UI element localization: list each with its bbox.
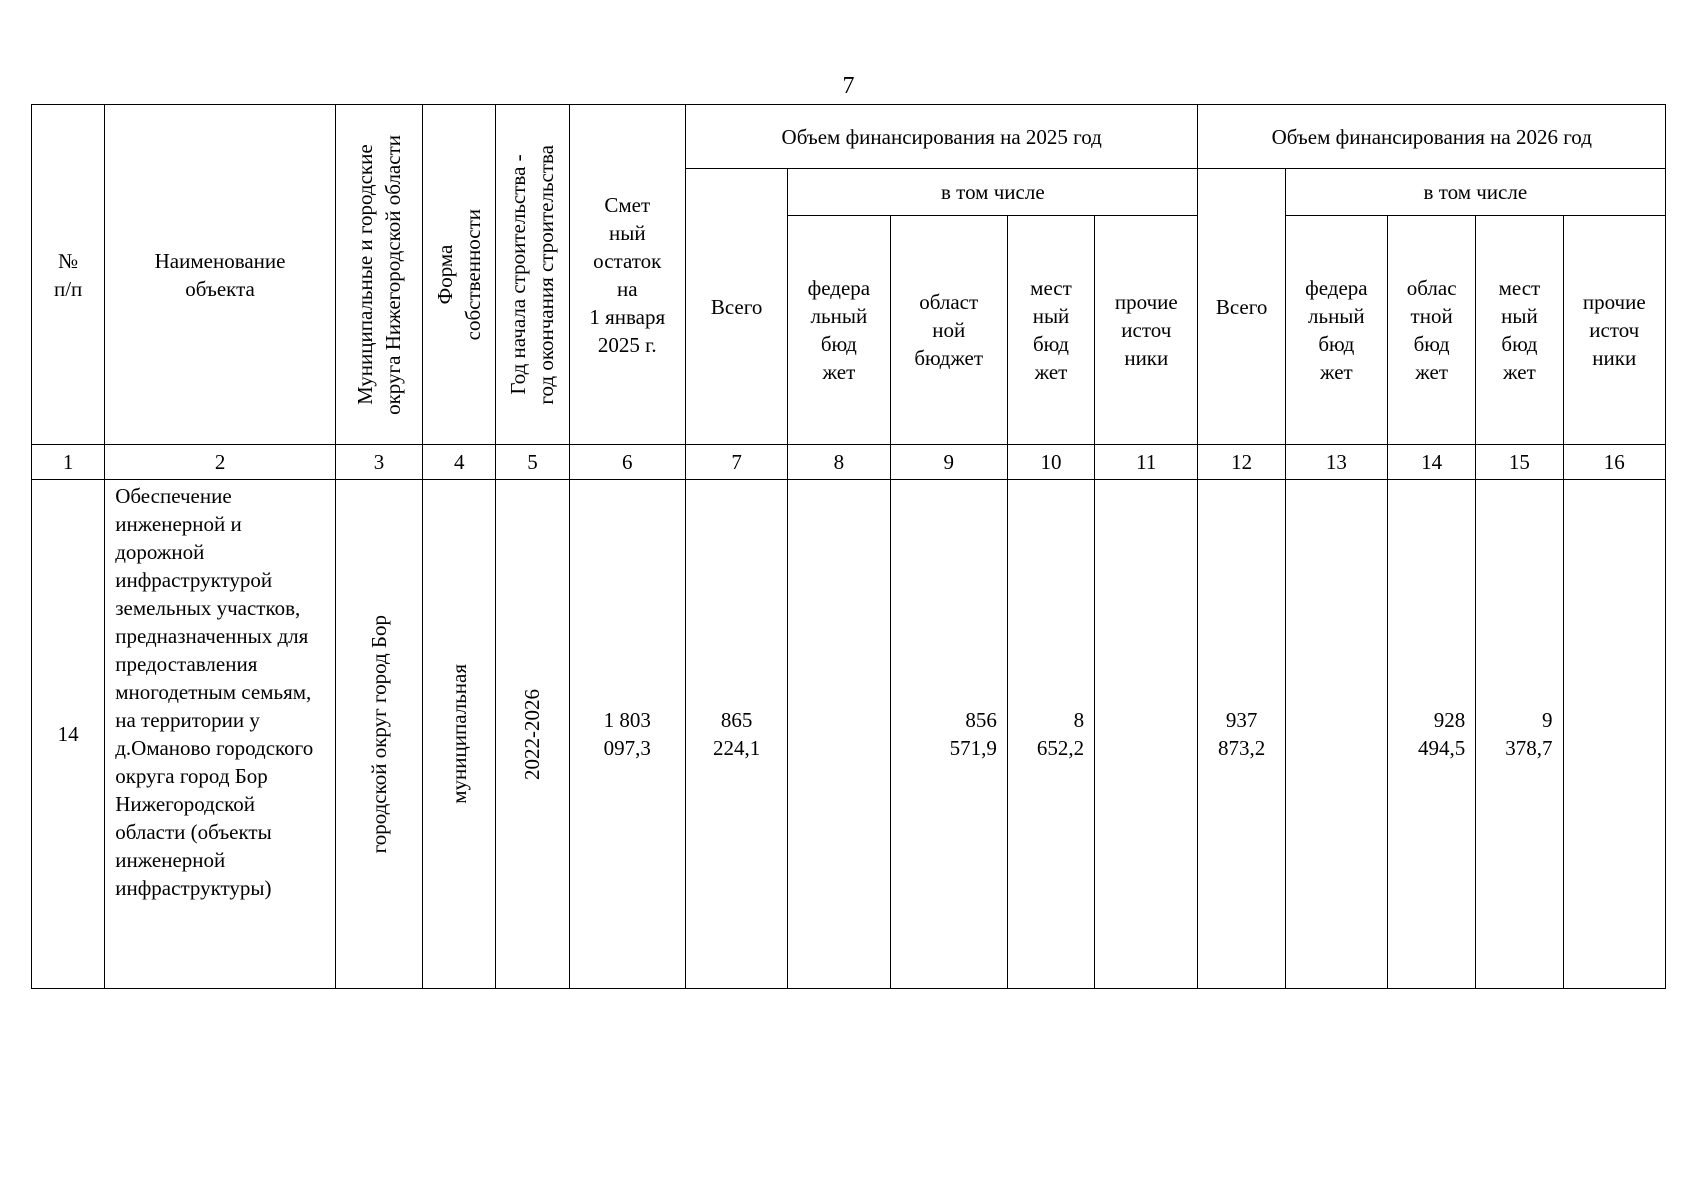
row-ownership-cell <box>423 480 496 989</box>
header-ownership: Форма собственности <box>433 208 486 341</box>
header-other-2025: прочие источ ники <box>1095 216 1198 445</box>
header-municipality: Муниципальные и городские округа Нижегородской области <box>353 134 406 415</box>
row-federal-2025 <box>788 480 890 989</box>
header-regional-2025: област ной бюджет <box>890 216 1007 445</box>
column-number: 11 <box>1095 445 1198 480</box>
header-fin-2026: Объем финансирования на 2026 год <box>1198 105 1666 169</box>
row-local-2026: 9 378,7 <box>1476 480 1563 989</box>
column-number: 13 <box>1285 445 1387 480</box>
header-incl-2025: в том числе <box>788 169 1198 216</box>
header-municipality-cell <box>335 105 422 445</box>
column-number: 2 <box>105 445 336 480</box>
row-federal-2026 <box>1285 480 1387 989</box>
header-years: Год начала строительства - год окончания строительства <box>506 144 559 405</box>
header-regional-2026: облас тной бюд жет <box>1388 216 1476 445</box>
header-local-2026: мест ный бюд жет <box>1476 216 1563 445</box>
column-number: 1 <box>32 445 105 480</box>
financing-table <box>31 104 1666 989</box>
column-number: 3 <box>335 445 422 480</box>
column-number: 14 <box>1388 445 1476 480</box>
row-years-cell <box>496 480 569 989</box>
column-number: 15 <box>1476 445 1563 480</box>
row-object-name: Обеспечение инженерной и дорожной инфраструктурой земельных участков, предназначенных для предоставления многодетным семьям, на территории у д.Оманово городского округа город Бор Нижегородской области (объекты инженерной инфраструктуры) <box>105 480 336 989</box>
column-number: 9 <box>890 445 1007 480</box>
row-regional-2026: 928 494,5 <box>1388 480 1476 989</box>
row-total-2025: 865 224,1 <box>685 480 787 989</box>
page-number: 7 <box>842 73 855 99</box>
row-municipality-cell <box>335 480 422 989</box>
header-total-2026: Всего <box>1198 169 1285 445</box>
column-number: 6 <box>569 445 685 480</box>
header-fin-2025: Объем финансирования на 2025 год <box>685 105 1198 169</box>
row-municipality: городской округ город Бор <box>367 614 392 854</box>
row-other-2026 <box>1563 480 1665 989</box>
column-number: 5 <box>496 445 569 480</box>
row-regional-2025: 856 571,9 <box>890 480 1007 989</box>
header-local-2025: мест ный бюд жет <box>1007 216 1094 445</box>
row-estimate: 1 803 097,3 <box>569 480 685 989</box>
row-other-2025 <box>1095 480 1198 989</box>
column-number: 12 <box>1198 445 1285 480</box>
table-row <box>32 480 1666 989</box>
header-federal-2026: федера льный бюд жет <box>1285 216 1387 445</box>
header-estimate: Смет ный остаток на 1 января 2025 г. <box>569 105 685 445</box>
row-total-2026: 937 873,2 <box>1198 480 1285 989</box>
column-number: 10 <box>1007 445 1094 480</box>
row-ownership: муниципальная <box>447 664 472 804</box>
row-num: 14 <box>32 480 105 989</box>
column-number: 8 <box>788 445 890 480</box>
header-name: Наименование объекта <box>105 105 336 445</box>
row-local-2025: 8 652,2 <box>1007 480 1094 989</box>
row-years: 2022-2026 <box>520 688 545 780</box>
header-other-2026: прочие источ ники <box>1563 216 1665 445</box>
column-number: 7 <box>685 445 787 480</box>
column-number: 16 <box>1563 445 1665 480</box>
header-row-1 <box>32 105 1666 169</box>
header-total-2025: Всего <box>685 169 787 445</box>
column-number: 4 <box>423 445 496 480</box>
header-federal-2025: федера льный бюд жет <box>788 216 890 445</box>
header-num: № п/п <box>32 105 105 445</box>
header-years-cell <box>496 105 569 445</box>
header-incl-2026: в том числе <box>1285 169 1665 216</box>
header-ownership-cell <box>423 105 496 445</box>
column-numbers-row <box>32 445 1666 480</box>
